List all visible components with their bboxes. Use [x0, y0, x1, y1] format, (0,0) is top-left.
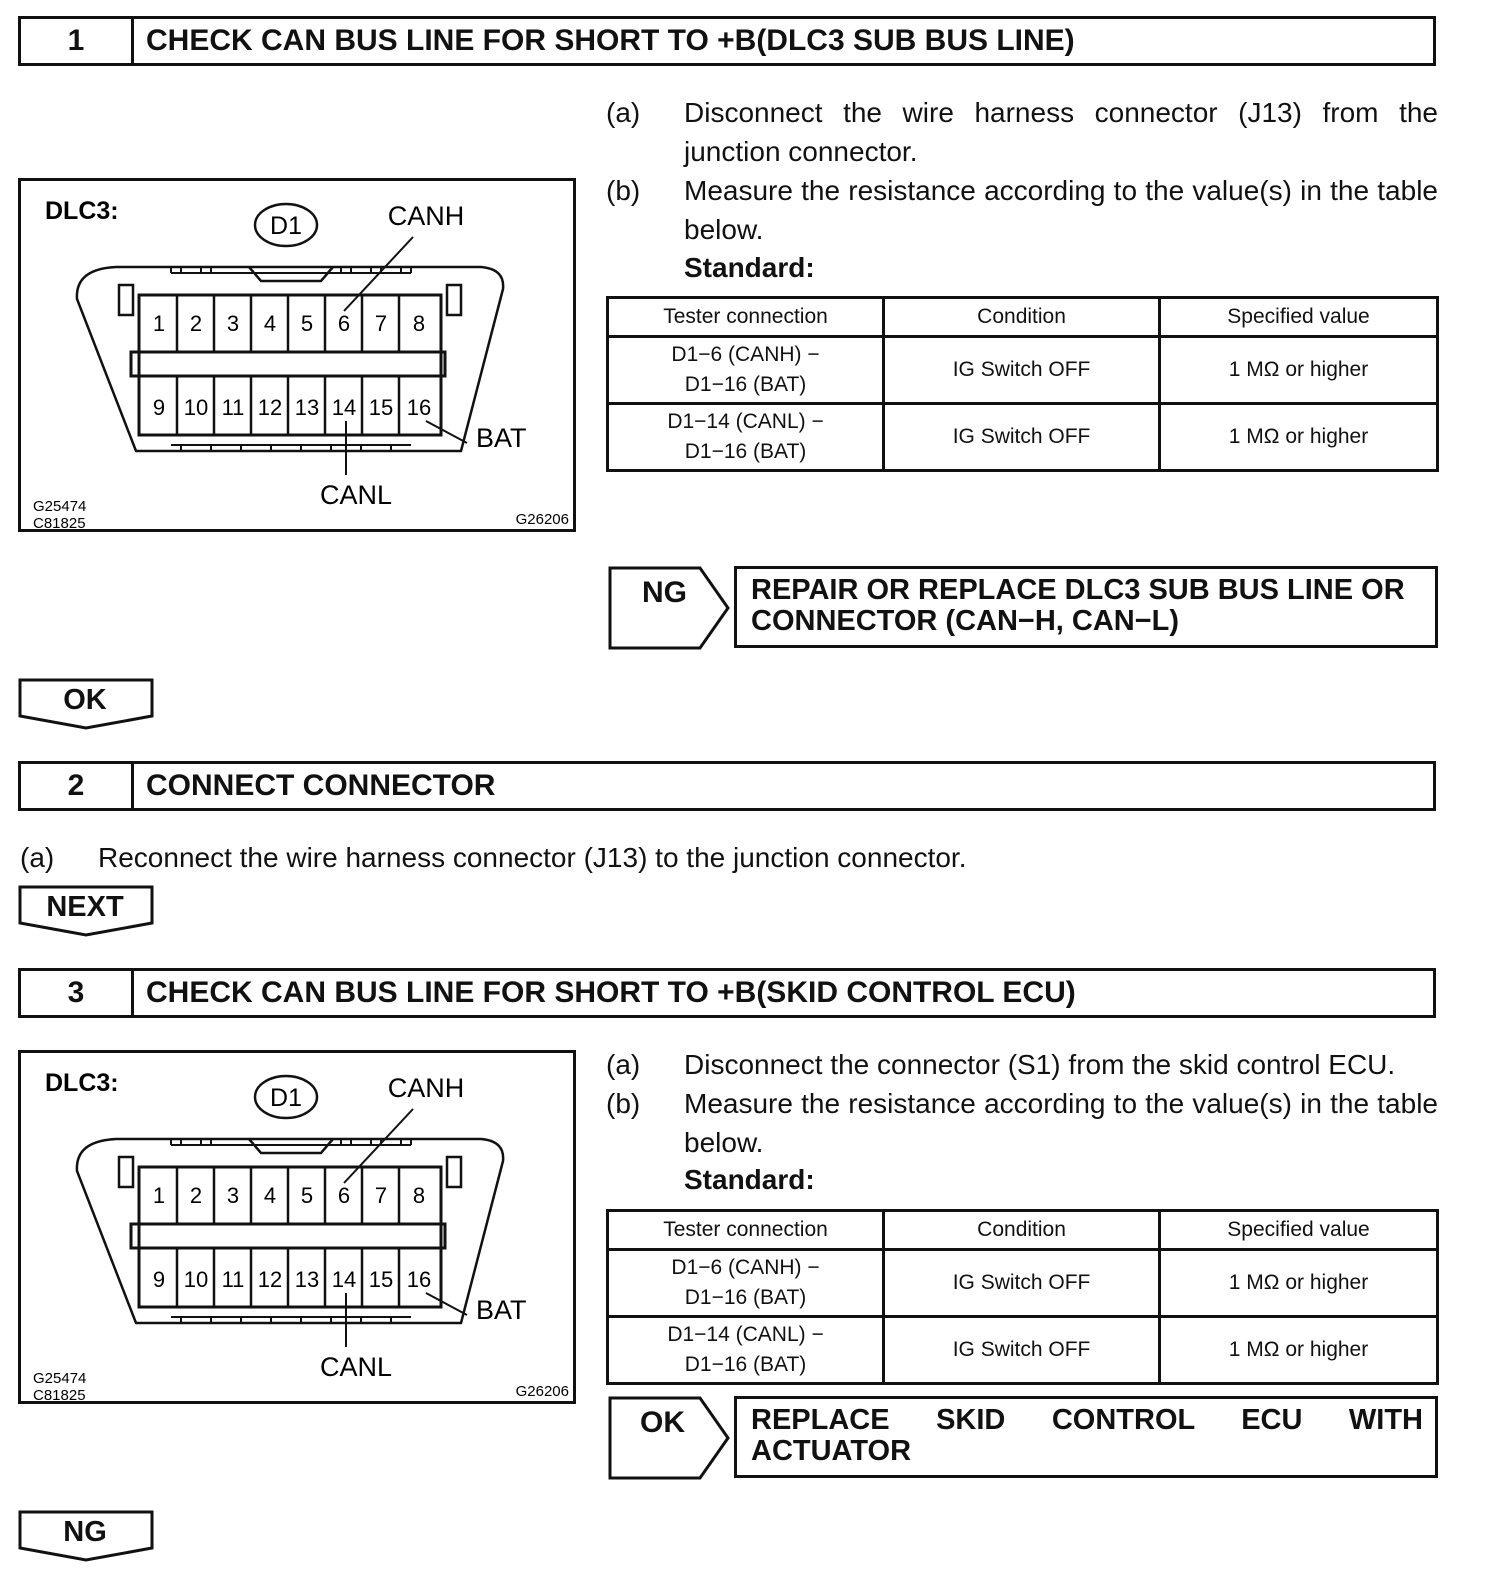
left-latch — [119, 1157, 133, 1187]
figure-code-1: G25474 — [33, 498, 87, 515]
pin-6: 6 — [337, 1183, 351, 1208]
step-1-number: 1 — [21, 19, 134, 63]
figure-code-2: C81825 — [33, 1387, 86, 1404]
step-3-number: 3 — [21, 971, 134, 1015]
pin-8: 8 — [412, 311, 426, 336]
pin-10: 10 — [183, 1267, 209, 1292]
cell-tester-connection: D1−14 (CANL) − D1−16 (BAT) — [608, 404, 884, 471]
label-bat: BAT — [476, 423, 527, 453]
cell-condition: IG Switch OFF — [884, 337, 1160, 404]
result-line-1: REPLACE SKID CONTROL ECU WITH — [751, 1404, 1423, 1436]
header-tester-connection: Tester connection — [608, 298, 884, 337]
step-1-header — [18, 16, 1436, 66]
right-latch — [447, 1157, 461, 1187]
pin-11: 11 — [221, 395, 245, 420]
table-header-row — [608, 1211, 1438, 1250]
step-3-title: CHECK CAN BUS LINE FOR SHORT TO +B(SKID CONTROL ECU) — [146, 976, 1076, 1009]
cell-tester-connection: D1−14 (CANL) − D1−16 (BAT) — [608, 1317, 884, 1384]
step-1-spec-table — [606, 296, 1439, 472]
pin-2: 2 — [189, 311, 203, 336]
center-rib — [131, 352, 445, 376]
step-3-spec-table — [606, 1209, 1439, 1385]
table-header-row — [608, 298, 1438, 337]
step-2-number: 2 — [21, 764, 134, 808]
result-line-1: REPAIR OR REPLACE DLC3 SUB BUS LINE OR — [751, 574, 1405, 606]
cell-tester-connection: D1−6 (CANH) − D1−16 (BAT) — [608, 337, 884, 404]
pin-13: 13 — [294, 1267, 320, 1292]
connector-id: D1 — [270, 1084, 302, 1112]
bat-leader — [426, 1293, 467, 1315]
pin-4: 4 — [263, 311, 277, 336]
bat-leader — [426, 421, 467, 443]
pin-5: 5 — [300, 1183, 314, 1208]
cell-specified-value: 1 MΩ or higher — [1160, 1317, 1438, 1384]
ng-tag-label: NG — [63, 1516, 107, 1548]
pin-7: 7 — [374, 311, 388, 336]
table-row — [608, 337, 1438, 404]
cell-specified-value: 1 MΩ or higher — [1160, 404, 1438, 471]
header-specified-value: Specified value — [1160, 1211, 1438, 1250]
label-canh: CANH — [387, 201, 465, 231]
step-3-header — [18, 968, 1436, 1018]
pin-3: 3 — [226, 1183, 240, 1208]
right-latch — [447, 285, 461, 315]
dlc3-connector-diagram — [21, 1053, 579, 1407]
cell-condition: IG Switch OFF — [884, 404, 1160, 471]
figure-title: DLC3: — [45, 1069, 119, 1097]
pin-1: 1 — [152, 1183, 166, 1208]
dlc3-connector-figure — [18, 178, 576, 532]
cell-specified-value: 1 MΩ or higher — [1160, 1250, 1438, 1317]
figure-code-1: G25474 — [33, 1370, 87, 1387]
step-3-result-box — [734, 1396, 1438, 1478]
pin-4: 4 — [263, 1183, 277, 1208]
pin-8: 8 — [412, 1183, 426, 1208]
label-bat: BAT — [476, 1295, 527, 1325]
pin-11: 11 — [221, 1267, 245, 1292]
table-row — [608, 404, 1438, 471]
figure-code-2: C81825 — [33, 515, 86, 532]
pin-15: 15 — [368, 1267, 394, 1292]
step-1-standard-label: Standard: — [684, 252, 815, 283]
step-3-standard-label: Standard: — [684, 1164, 815, 1195]
pin-5: 5 — [300, 311, 314, 336]
next-tag-label: NEXT — [46, 891, 124, 923]
cell-condition: IG Switch OFF — [884, 1250, 1160, 1317]
pin-6: 6 — [337, 311, 351, 336]
table-row — [608, 1317, 1438, 1384]
ng-tag-label: NG — [642, 576, 687, 609]
left-latch — [119, 285, 133, 315]
center-rib — [131, 1224, 445, 1248]
pin-13: 13 — [294, 395, 320, 420]
header-tester-connection: Tester connection — [608, 1211, 884, 1250]
figure-title: DLC3: — [45, 197, 119, 225]
pin-15: 15 — [368, 395, 394, 420]
pin-16: 16 — [406, 395, 432, 420]
label-canh: CANH — [387, 1073, 465, 1103]
pin-7: 7 — [374, 1183, 388, 1208]
result-line-2: ACTUATOR — [751, 1435, 912, 1467]
label-canl: CANL — [319, 480, 393, 510]
cell-tester-connection: D1−6 (CANH) − D1−16 (BAT) — [608, 1250, 884, 1317]
step-2-header — [18, 761, 1436, 811]
dlc3-connector-figure — [18, 1050, 576, 1404]
header-specified-value: Specified value — [1160, 298, 1438, 337]
pin-12: 12 — [257, 1267, 283, 1292]
pin-1: 1 — [152, 311, 166, 336]
ok-tag-label: OK — [63, 684, 107, 716]
cell-specified-value: 1 MΩ or higher — [1160, 337, 1438, 404]
header-condition: Condition — [884, 1211, 1160, 1250]
step-1-result-box — [734, 566, 1438, 648]
dlc3-connector-diagram — [21, 181, 579, 535]
pin-10: 10 — [183, 395, 209, 420]
label-canl: CANL — [319, 1352, 393, 1382]
cell-condition: IG Switch OFF — [884, 1317, 1160, 1384]
pin-12: 12 — [257, 395, 283, 420]
pin-9: 9 — [152, 395, 166, 420]
figure-code-3: G26206 — [515, 511, 569, 528]
pin-3: 3 — [226, 311, 240, 336]
figure-code-3: G26206 — [515, 1383, 569, 1400]
connector-id: D1 — [270, 212, 302, 240]
pin-14: 14 — [331, 1267, 357, 1292]
pin-14: 14 — [331, 395, 357, 420]
pin-2: 2 — [189, 1183, 203, 1208]
step-1-title: CHECK CAN BUS LINE FOR SHORT TO +B(DLC3 SUB BUS LINE) — [146, 24, 1075, 57]
result-line-2: CONNECTOR (CAN−H, CAN−L) — [751, 605, 1180, 637]
pin-16: 16 — [406, 1267, 432, 1292]
ok-tag-label: OK — [640, 1406, 685, 1439]
table-row — [608, 1250, 1438, 1317]
pin-9: 9 — [152, 1267, 166, 1292]
step-2-title: CONNECT CONNECTOR — [146, 769, 496, 802]
header-condition: Condition — [884, 298, 1160, 337]
